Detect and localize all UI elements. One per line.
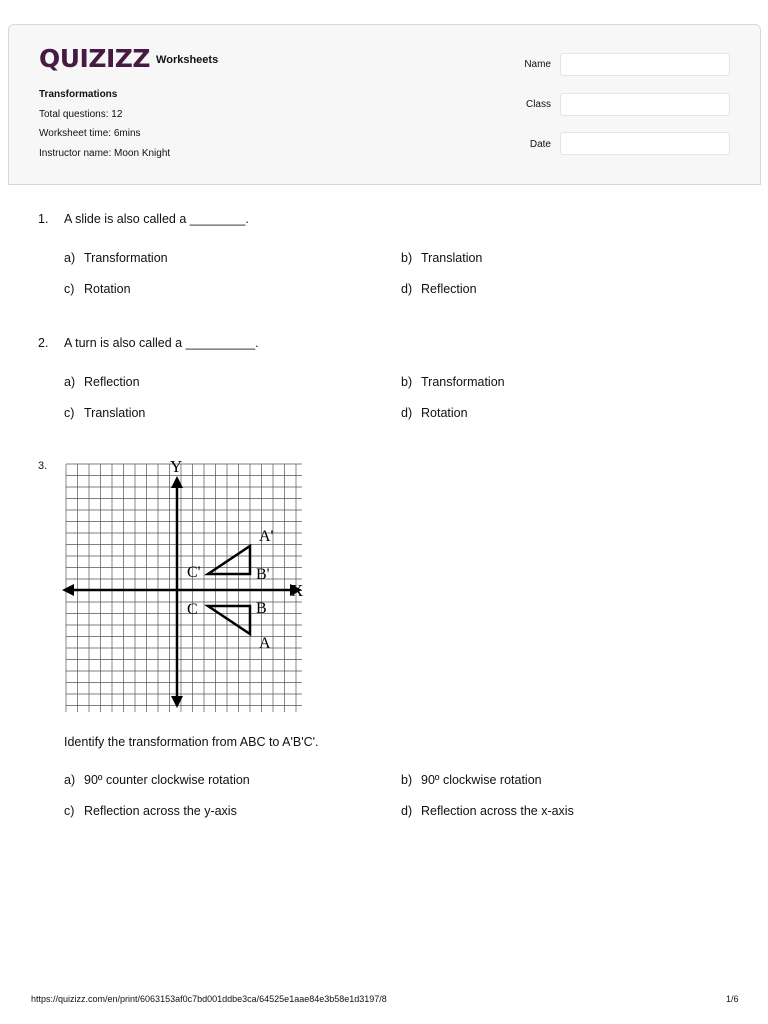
- x-axis-label: X: [291, 581, 304, 600]
- question-text: Identify the transformation from ABC to A'B'C'.: [64, 735, 319, 749]
- option-a: a) 90º counter clockwise rotation: [64, 773, 250, 787]
- triangle-a-prime-b-prime-c-prime: [208, 546, 250, 574]
- option-b: b) Translation: [401, 251, 483, 265]
- date-label: Date: [529, 139, 551, 150]
- question-text: A turn is also called a __________.: [64, 336, 259, 350]
- logo-subtitle: Worksheets: [156, 54, 219, 66]
- option-c: c) Translation: [64, 406, 146, 420]
- date-field[interactable]: [560, 132, 730, 155]
- option-c: c) Rotation: [64, 282, 131, 296]
- label-b: B: [256, 600, 267, 617]
- x-axis-left-arrow: [62, 584, 74, 596]
- option-d: d) Reflection: [401, 282, 477, 296]
- option-d: d) Rotation: [401, 406, 468, 420]
- option-a: a) Reflection: [64, 375, 140, 389]
- label-c-prime: C': [187, 564, 201, 581]
- question-text: A slide is also called a ________.: [64, 212, 249, 226]
- logo: [39, 45, 218, 73]
- label-a: A: [259, 635, 271, 652]
- worksheet-header: [8, 24, 761, 185]
- name-field[interactable]: [560, 53, 730, 76]
- option-b: b) Transformation: [401, 375, 505, 389]
- triangle-abc: [208, 606, 250, 634]
- label-b-prime: B': [256, 566, 270, 583]
- option-c: c) Reflection across the y-axis: [64, 804, 237, 818]
- question-number: 2.: [38, 336, 49, 350]
- worksheet-time: Worksheet time: 6mins: [39, 128, 141, 139]
- total-questions: Total questions: 12: [39, 109, 123, 120]
- quizizz-logo: QUIZIZZ: [39, 44, 151, 73]
- worksheet-title: Transformations: [39, 89, 118, 100]
- class-label: Class: [525, 99, 551, 110]
- option-d: d) Reflection across the x-axis: [401, 804, 574, 818]
- label-c: C: [187, 601, 198, 618]
- label-a-prime: A': [259, 528, 274, 545]
- y-axis-label: Y: [170, 457, 183, 476]
- page-number: 1/6: [726, 994, 739, 1004]
- name-label: Name: [524, 59, 551, 70]
- question-number: 3.: [38, 460, 48, 472]
- question-number: 1.: [38, 212, 49, 226]
- option-b: b) 90º clockwise rotation: [401, 773, 542, 787]
- footer-url: https://quizizz.com/en/print/6063153af0c7bd001ddbe3ca/64525e1aae84e3b58e1d3197/8: [31, 994, 387, 1004]
- instructor-name: Instructor name: Moon Knight: [39, 148, 171, 159]
- class-field[interactable]: [560, 93, 730, 116]
- option-a: a) Transformation: [64, 251, 168, 265]
- coordinate-graph: [60, 456, 310, 712]
